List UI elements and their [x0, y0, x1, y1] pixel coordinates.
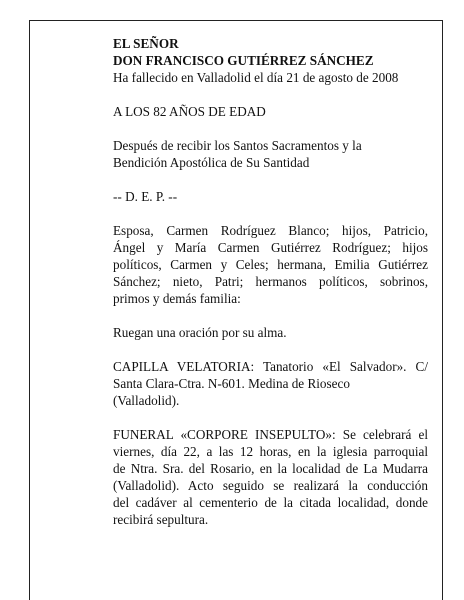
dep-paragraph	[113, 188, 428, 205]
chapel-line: (Valladolid).	[113, 393, 180, 408]
dep-text: -- D. E. P. --	[113, 189, 178, 204]
family-paragraph	[113, 222, 428, 307]
family-line: primos y demás familia:	[113, 291, 241, 306]
notice-border-left	[29, 20, 30, 600]
family-line: Ángel y María Carmen Gutiérrez Rodríguez; hijos	[113, 240, 428, 255]
funeral-line: FUNERAL «CORPORE INSEPULTO»: Se celebrará el	[113, 427, 428, 442]
title-line: EL SEÑOR	[113, 36, 179, 51]
notice-border-right	[442, 20, 443, 600]
age-text: A LOS 82 AÑOS DE EDAD	[113, 104, 266, 119]
funeral-line: (Valladolid). Acto seguido se realizará la conducción	[113, 478, 428, 493]
funeral-line: viernes, día 22, a las 12 horas, en la iglesia parroquial	[113, 444, 428, 459]
family-line: Sánchez; nieto, Patri; hermanos políticos, sobrinos,	[113, 274, 428, 289]
sacraments-line: Después de recibir los Santos Sacramentos y la	[113, 138, 362, 153]
age-paragraph	[113, 103, 428, 120]
obituary-header	[113, 35, 428, 86]
chapel-line: Santa Clara-Ctra. N-601. Medina de Rioseco	[113, 376, 350, 391]
obituary-notice	[113, 35, 428, 545]
funeral-line: del cadáver al cementerio de la citada localidad, donde	[113, 495, 428, 510]
funeral-paragraph	[113, 426, 428, 528]
chapel-line: CAPILLA VELATORIA: Tanatorio «El Salvador». C/	[113, 359, 428, 374]
notice-border-top	[29, 20, 443, 21]
deceased-name: DON FRANCISCO GUTIÉRREZ SÁNCHEZ	[113, 53, 374, 68]
prayer-text: Ruegan una oración por su alma.	[113, 325, 287, 340]
prayer-paragraph	[113, 324, 428, 341]
family-line: políticos, Carmen y Celes; hermana, Emilia Gutiérrez	[113, 257, 428, 272]
chapel-paragraph	[113, 358, 428, 409]
death-info: Ha fallecido en Valladolid el día 21 de agosto de 2008	[113, 70, 399, 85]
sacraments-paragraph	[113, 137, 428, 171]
family-line: Esposa, Carmen Rodríguez Blanco; hijos, Patricio,	[113, 223, 428, 238]
funeral-line: recibirá sepultura.	[113, 512, 209, 527]
funeral-line: de Ntra. Sra. del Rosario, en la localidad de La Mudarra	[113, 461, 428, 476]
sacraments-line: Bendición Apostólica de Su Santidad	[113, 155, 310, 170]
